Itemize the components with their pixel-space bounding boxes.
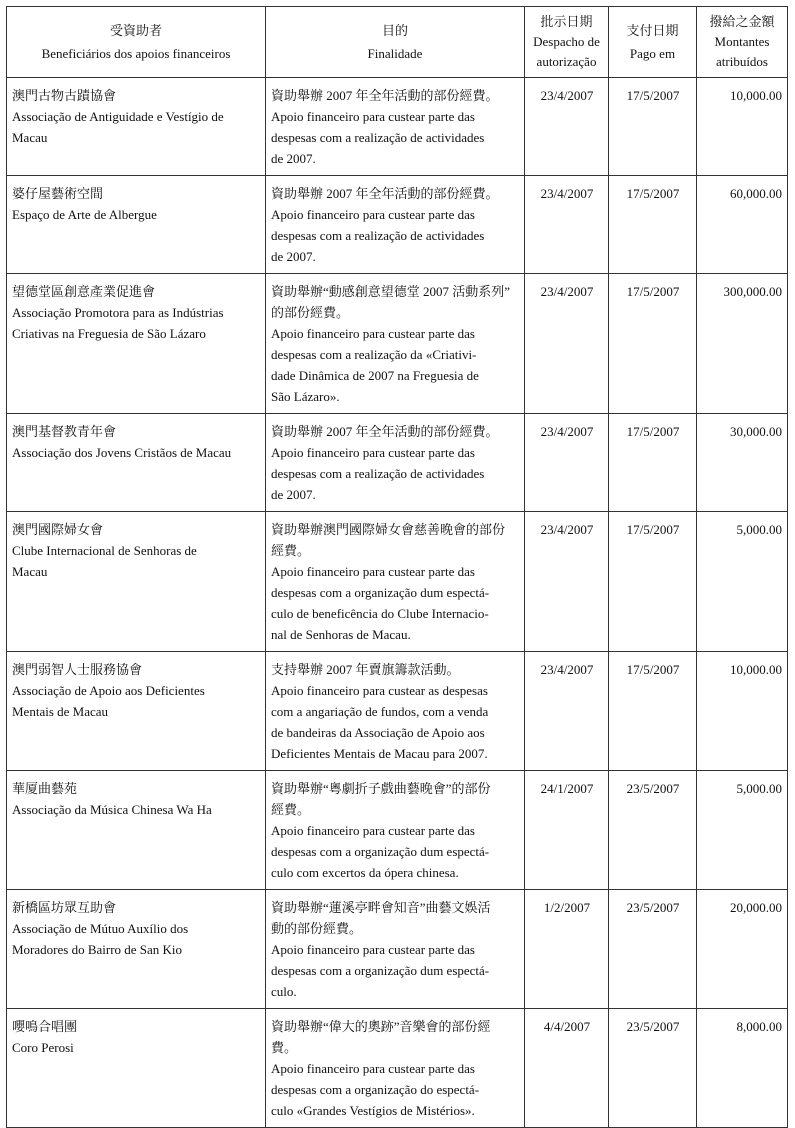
purpose-pt: de 2007. <box>271 249 316 264</box>
purpose-pt: de 2007. <box>271 151 316 166</box>
beneficiary-name-pt: Clube Internacional de Senhoras de <box>12 543 197 558</box>
header-row <box>7 7 788 78</box>
beneficiary-name-pt: Espaço de Arte de Albergue <box>12 207 157 222</box>
purpose-pt: despesas com a realização de actividades <box>271 228 485 243</box>
beneficiary-name-zh: 華厦曲藝苑 <box>12 781 78 796</box>
purpose-pt: Apoio financeiro para custear parte das <box>271 1061 475 1076</box>
purpose-zh: 費。 <box>271 1040 298 1055</box>
purpose-pt: de 2007. <box>271 487 316 502</box>
purpose-pt: culo. <box>271 984 297 999</box>
beneficiary-name-pt: Macau <box>12 130 48 145</box>
purpose-zh: 資助舉辦 2007 年全年活動的部份經費。 <box>271 424 499 439</box>
despacho-date: 23/4/2007 <box>525 78 609 176</box>
beneficiary-cell <box>7 771 266 890</box>
paid-date: 23/5/2007 <box>609 771 697 890</box>
beneficiary-name-zh: 澳門古物古蹟協會 <box>12 88 117 103</box>
header-despacho-zh: 批示日期 <box>540 14 593 29</box>
purpose-pt: despesas com a organização dum espectá- <box>271 585 490 600</box>
paid-date: 17/5/2007 <box>609 652 697 771</box>
amount-value: 20,000.00 <box>697 890 788 1009</box>
paid-date: 17/5/2007 <box>609 512 697 652</box>
purpose-pt: despesas com a realização da «Criativi- <box>271 347 477 362</box>
header-despacho <box>525 7 609 78</box>
purpose-cell <box>266 652 525 771</box>
beneficiary-name-pt: Associação dos Jovens Cristãos de Macau <box>12 445 232 460</box>
beneficiary-cell <box>7 274 266 414</box>
beneficiary-name-pt: Associação Promotora para as Indústrias <box>12 305 224 320</box>
purpose-pt: Apoio financeiro para custear parte das <box>271 564 475 579</box>
grants-table <box>6 6 788 1128</box>
header-amount-zh: 撥給之金額 <box>709 14 775 29</box>
purpose-pt: culo «Grandes Vestígios de Mistérios». <box>271 1103 475 1118</box>
beneficiary-cell <box>7 1009 266 1128</box>
purpose-pt: despesas com a organização dum espectá- <box>271 963 490 978</box>
purpose-pt: Deficientes Mentais de Macau para 2007. <box>271 746 488 761</box>
purpose-pt: São Lázaro». <box>271 389 340 404</box>
table-row <box>7 771 788 890</box>
purpose-pt: Apoio financeiro para custear parte das <box>271 326 475 341</box>
purpose-cell <box>266 771 525 890</box>
table-row <box>7 78 788 176</box>
beneficiary-name-pt: Associação de Antiguidade e Vestígio de <box>12 109 224 124</box>
beneficiary-cell <box>7 512 266 652</box>
amount-value: 300,000.00 <box>697 274 788 414</box>
beneficiary-name-zh: 澳門基督教青年會 <box>12 424 117 439</box>
beneficiary-name-pt: Moradores do Bairro de San Kio <box>12 942 183 957</box>
purpose-pt: culo de beneficência do Clube Internacio- <box>271 606 489 621</box>
purpose-pt: com a angariação de fundos, com a venda <box>271 704 489 719</box>
purpose-zh: 資助舉辦 2007 年全年活動的部份經費。 <box>271 88 499 103</box>
beneficiary-name-pt: Mentais de Macau <box>12 704 109 719</box>
paid-date: 17/5/2007 <box>609 414 697 512</box>
purpose-pt: Apoio financeiro para custear as despesas <box>271 683 488 698</box>
purpose-cell <box>266 414 525 512</box>
beneficiary-name-pt: Criativas na Freguesia de São Lázaro <box>12 326 206 341</box>
despacho-date: 1/2/2007 <box>525 890 609 1009</box>
despacho-date: 23/4/2007 <box>525 652 609 771</box>
header-purpose-zh: 目的 <box>381 23 408 38</box>
despacho-date: 23/4/2007 <box>525 512 609 652</box>
purpose-cell <box>266 78 525 176</box>
amount-value: 8,000.00 <box>697 1009 788 1128</box>
despacho-date: 23/4/2007 <box>525 176 609 274</box>
beneficiary-name-pt: Associação de Mútuo Auxílio dos <box>12 921 189 936</box>
amount-value: 10,000.00 <box>697 652 788 771</box>
header-amount <box>697 7 788 78</box>
purpose-pt: Apoio financeiro para custear parte das <box>271 109 475 124</box>
purpose-pt: despesas com a organização do espectá- <box>271 1082 480 1097</box>
beneficiary-name-pt: Macau <box>12 564 48 579</box>
beneficiary-name-pt: Coro Perosi <box>12 1040 74 1055</box>
purpose-pt: despesas com a realização de actividades <box>271 466 485 481</box>
amount-value: 10,000.00 <box>697 78 788 176</box>
purpose-zh: 經費。 <box>271 802 311 817</box>
header-despacho-pt1: Despacho de <box>533 34 600 49</box>
despacho-date: 24/1/2007 <box>525 771 609 890</box>
header-paid <box>609 7 697 78</box>
purpose-zh: 的部份經費。 <box>271 305 350 320</box>
purpose-cell <box>266 176 525 274</box>
beneficiary-name-zh: 新橋區坊眾互助會 <box>12 900 117 915</box>
purpose-zh: 資助舉辦“粵劇折子戲曲藝晚會”的部份 <box>271 781 491 796</box>
purpose-zh: 支持舉辦 2007 年賣旗籌款活動。 <box>271 662 460 677</box>
beneficiary-cell <box>7 78 266 176</box>
beneficiary-name-zh: 望德堂區創意產業促進會 <box>12 284 156 299</box>
table-row <box>7 512 788 652</box>
purpose-pt: despesas com a organização dum espectá- <box>271 844 490 859</box>
purpose-pt: de bandeiras da Associação de Apoio aos <box>271 725 485 740</box>
purpose-pt: despesas com a realização de actividades <box>271 130 485 145</box>
header-amount-pt1: Montantes <box>714 34 770 49</box>
despacho-date: 23/4/2007 <box>525 414 609 512</box>
amount-value: 5,000.00 <box>697 512 788 652</box>
purpose-zh: 資助舉辦 2007 年全年活動的部份經費。 <box>271 186 499 201</box>
table-row <box>7 176 788 274</box>
despacho-date: 23/4/2007 <box>525 274 609 414</box>
despacho-date: 4/4/2007 <box>525 1009 609 1128</box>
header-purpose <box>266 7 525 78</box>
header-paid-zh: 支付日期 <box>626 23 679 38</box>
purpose-zh: 資助舉辦“蓮溪亭畔會知音”曲藝文娛活 <box>271 900 491 915</box>
beneficiary-name-zh: 婆仔屋藝術空間 <box>12 186 104 201</box>
table-row <box>7 890 788 1009</box>
beneficiary-name-pt: Associação da Música Chinesa Wa Ha <box>12 802 212 817</box>
purpose-zh: 經費。 <box>271 543 311 558</box>
table-row <box>7 652 788 771</box>
amount-value: 5,000.00 <box>697 771 788 890</box>
purpose-pt: Apoio financeiro para custear parte das <box>271 942 475 957</box>
purpose-pt: Apoio financeiro para custear parte das <box>271 823 475 838</box>
paid-date: 17/5/2007 <box>609 78 697 176</box>
document-page <box>6 6 788 1128</box>
purpose-cell <box>266 1009 525 1128</box>
table-row <box>7 274 788 414</box>
beneficiary-cell <box>7 652 266 771</box>
beneficiary-name-zh: 澳門國際婦女會 <box>12 522 104 537</box>
beneficiary-cell <box>7 414 266 512</box>
paid-date: 23/5/2007 <box>609 1009 697 1128</box>
purpose-cell <box>266 512 525 652</box>
purpose-pt: dade Dinâmica de 2007 na Freguesia de <box>271 368 479 383</box>
paid-date: 17/5/2007 <box>609 274 697 414</box>
purpose-cell <box>266 890 525 1009</box>
purpose-pt: Apoio financeiro para custear parte das <box>271 445 475 460</box>
header-paid-pt: Pago em <box>629 46 676 61</box>
purpose-zh: 動的部份經費。 <box>271 921 363 936</box>
amount-value: 30,000.00 <box>697 414 788 512</box>
table-row <box>7 1009 788 1128</box>
header-beneficiary <box>7 7 266 78</box>
header-amount-pt2: atribuídos <box>716 54 768 69</box>
paid-date: 23/5/2007 <box>609 890 697 1009</box>
purpose-zh: 資助舉辦澳門國際婦女會慈善晚會的部份 <box>271 522 506 537</box>
beneficiary-name-pt: Associação de Apoio aos Deficientes <box>12 683 205 698</box>
header-despacho-pt2: autorização <box>536 54 597 69</box>
header-purpose-pt: Finalidade <box>367 46 423 61</box>
beneficiary-name-zh: 嚶鳴合唱團 <box>12 1019 78 1034</box>
beneficiary-cell <box>7 890 266 1009</box>
purpose-pt: culo com excertos da ópera chinesa. <box>271 865 459 880</box>
header-beneficiary-pt: Beneficiários dos apoios financeiros <box>41 46 231 61</box>
purpose-zh: 資助舉辦“偉大的奧跡”音樂會的部份經 <box>271 1019 491 1034</box>
purpose-pt: nal de Senhoras de Macau. <box>271 627 411 642</box>
beneficiary-name-zh: 澳門弱智人士服務協會 <box>12 662 143 677</box>
amount-value: 60,000.00 <box>697 176 788 274</box>
paid-date: 17/5/2007 <box>609 176 697 274</box>
purpose-zh: 資助舉辦“動感創意望德堂 2007 活動系列” <box>271 284 511 299</box>
purpose-cell <box>266 274 525 414</box>
header-beneficiary-zh: 受資助者 <box>109 23 162 38</box>
table-row <box>7 414 788 512</box>
beneficiary-cell <box>7 176 266 274</box>
table-body <box>7 78 788 1128</box>
purpose-pt: Apoio financeiro para custear parte das <box>271 207 475 222</box>
